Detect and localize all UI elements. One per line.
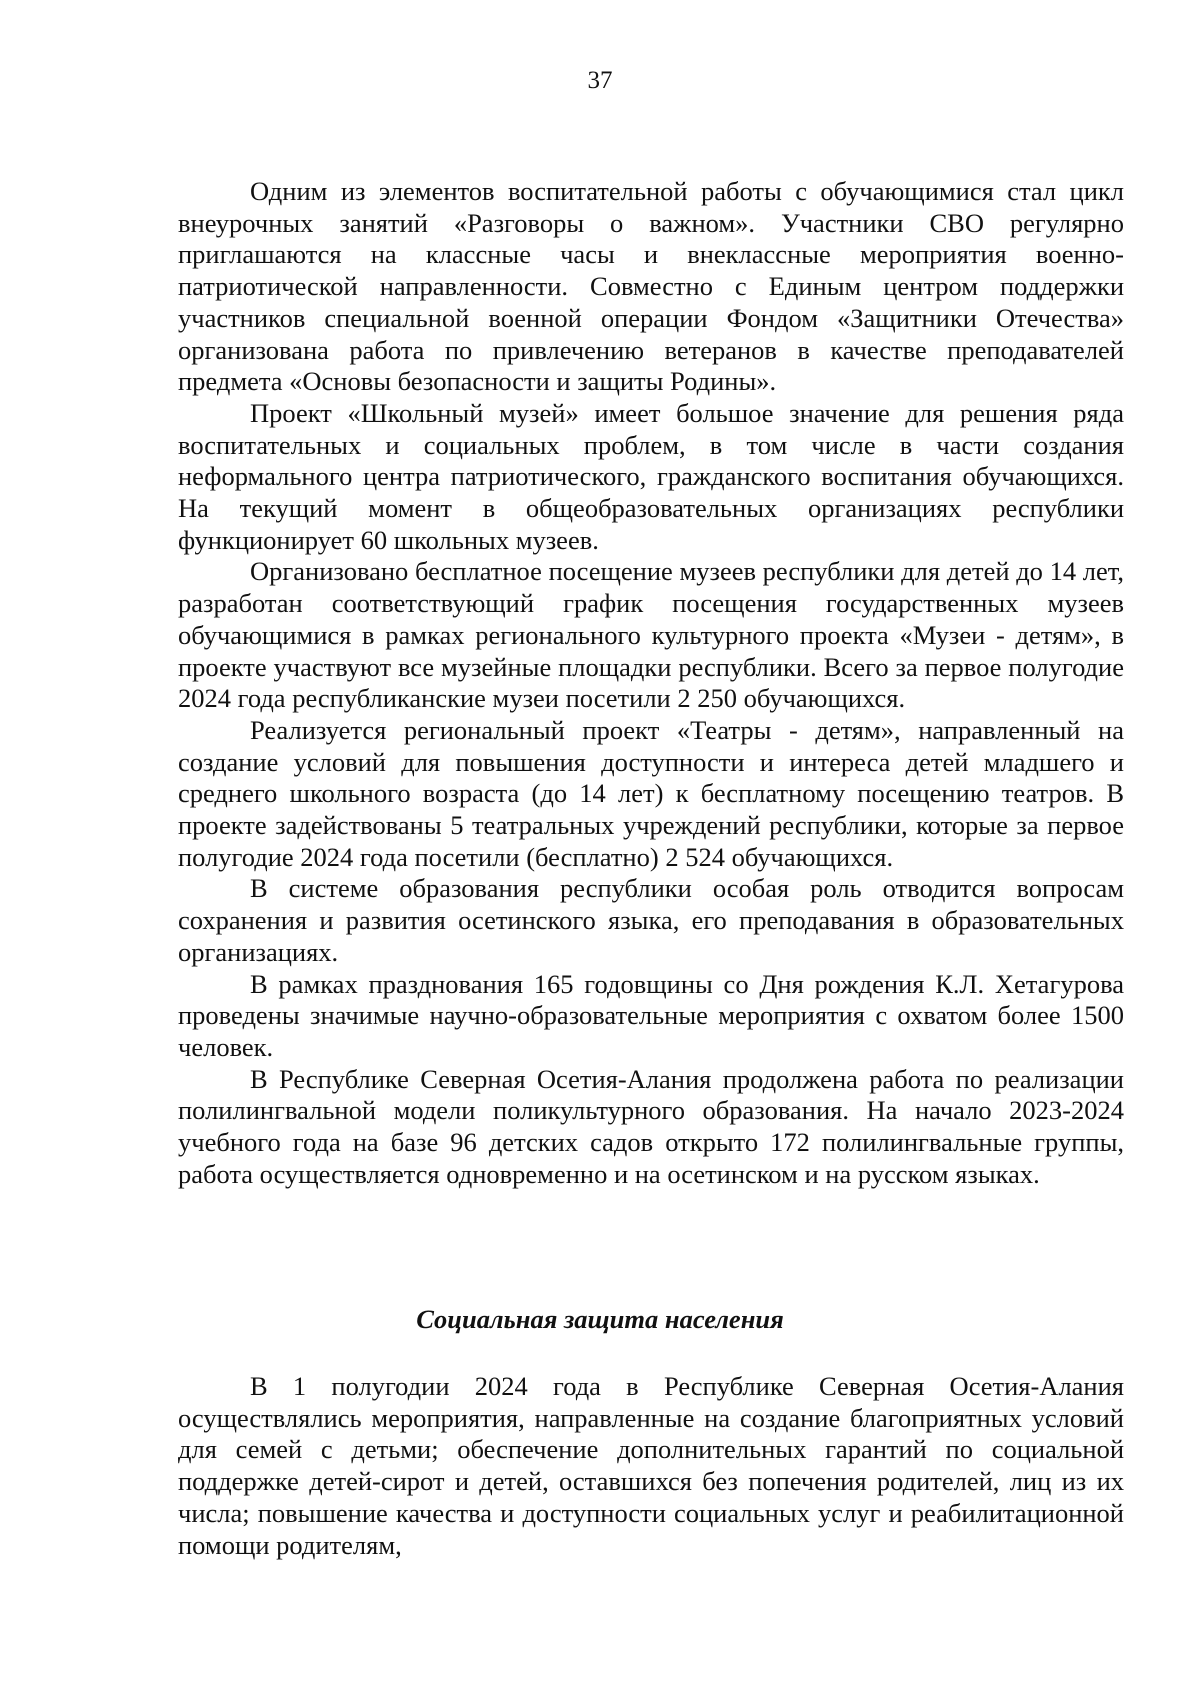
section-heading: Социальная защита населения — [416, 1304, 784, 1334]
paragraph-ossetian-language: В системе образования республики особая роль отводится вопросам сохранения и развития осетинского языка, его преподавания в образовательных организациях. — [178, 873, 1124, 967]
paragraph-conversations: Одним из элементов воспитательной работы с обучающимися стал цикл внеурочных занятий «Разговоры о важном». Участники СВО регулярно приглашаются на классные часы и внеклассные мероприятия военно-патриотической направленности. Совместно с Единым центром поддержки участников специальной военной операции Фондом «Защитники Отечества» организована работа по привлечению ветеранов в качестве преподавателей предмета «Основы безопасности и защиты Родины». — [178, 176, 1124, 397]
paragraph-polylingual: В Республике Северная Осетия-Алания продолжена работа по реализации полилингвальной модели поликультурного образования. На начало 2023-2024 учебного года на базе 96 детских садов открыто 172 полилингвальные группы, работа осуществляется одновременно и на осетинском и на русском языках. — [178, 1063, 1124, 1189]
paragraph-khetagurov: В рамках празднования 165 годовщины со Дня рождения К.Л. Хетагурова проведены значимые научно-образовательные мероприятия с охватом более 1500 человек. — [178, 968, 1124, 1062]
paragraph-school-museum: Проект «Школьный музей» имеет большое значение для решения ряда воспитательных и социальных проблем, в том числе в части создания неформального центра патриотического, гражданского воспитания обучающихся. На текущий момент в общеобразовательных организациях республики функционирует 60 школьных музеев. — [178, 397, 1124, 555]
paragraph-museums-children: Организовано бесплатное посещение музеев республики для детей до 14 лет, разработан соответствующий график посещения государственных музеев обучающимися в рамках регионального культурного проекта «Музеи - детям», в проекте участвуют все музейные площадки республики. Всего за первое полугодие 2024 года республиканские музеи посетили 2 250 обучающихся. — [178, 556, 1124, 714]
page-number: 37 — [587, 67, 613, 94]
section-body-text — [178, 1371, 1124, 1561]
paragraph-theatres-children: Реализуется региональный проект «Театры - детям», направленный на создание условий для повышения доступности и интереса детей младшего и среднего школьного возраста (до 14 лет) к бесплатному посещению театров. В проекте задействованы 5 театральных учреждений республики, которые за первое полугодие 2024 года посетили (бесплатно) 2 524 обучающихся. — [178, 714, 1124, 872]
body-text — [178, 176, 1124, 1191]
paragraph-social-protection: В 1 полугодии 2024 года в Республике Северная Осетия-Алания осуществлялись мероприятия, направленные на создание благоприятных условий для семей с детьми; обеспечение дополнительных гарантий по социальной поддержке детей-сирот и детей, оставшихся без попечения родителей, лиц из их числа; повышение качества и доступности социальных услуг и реабилитационной помощи родителям, — [178, 1371, 1124, 1560]
